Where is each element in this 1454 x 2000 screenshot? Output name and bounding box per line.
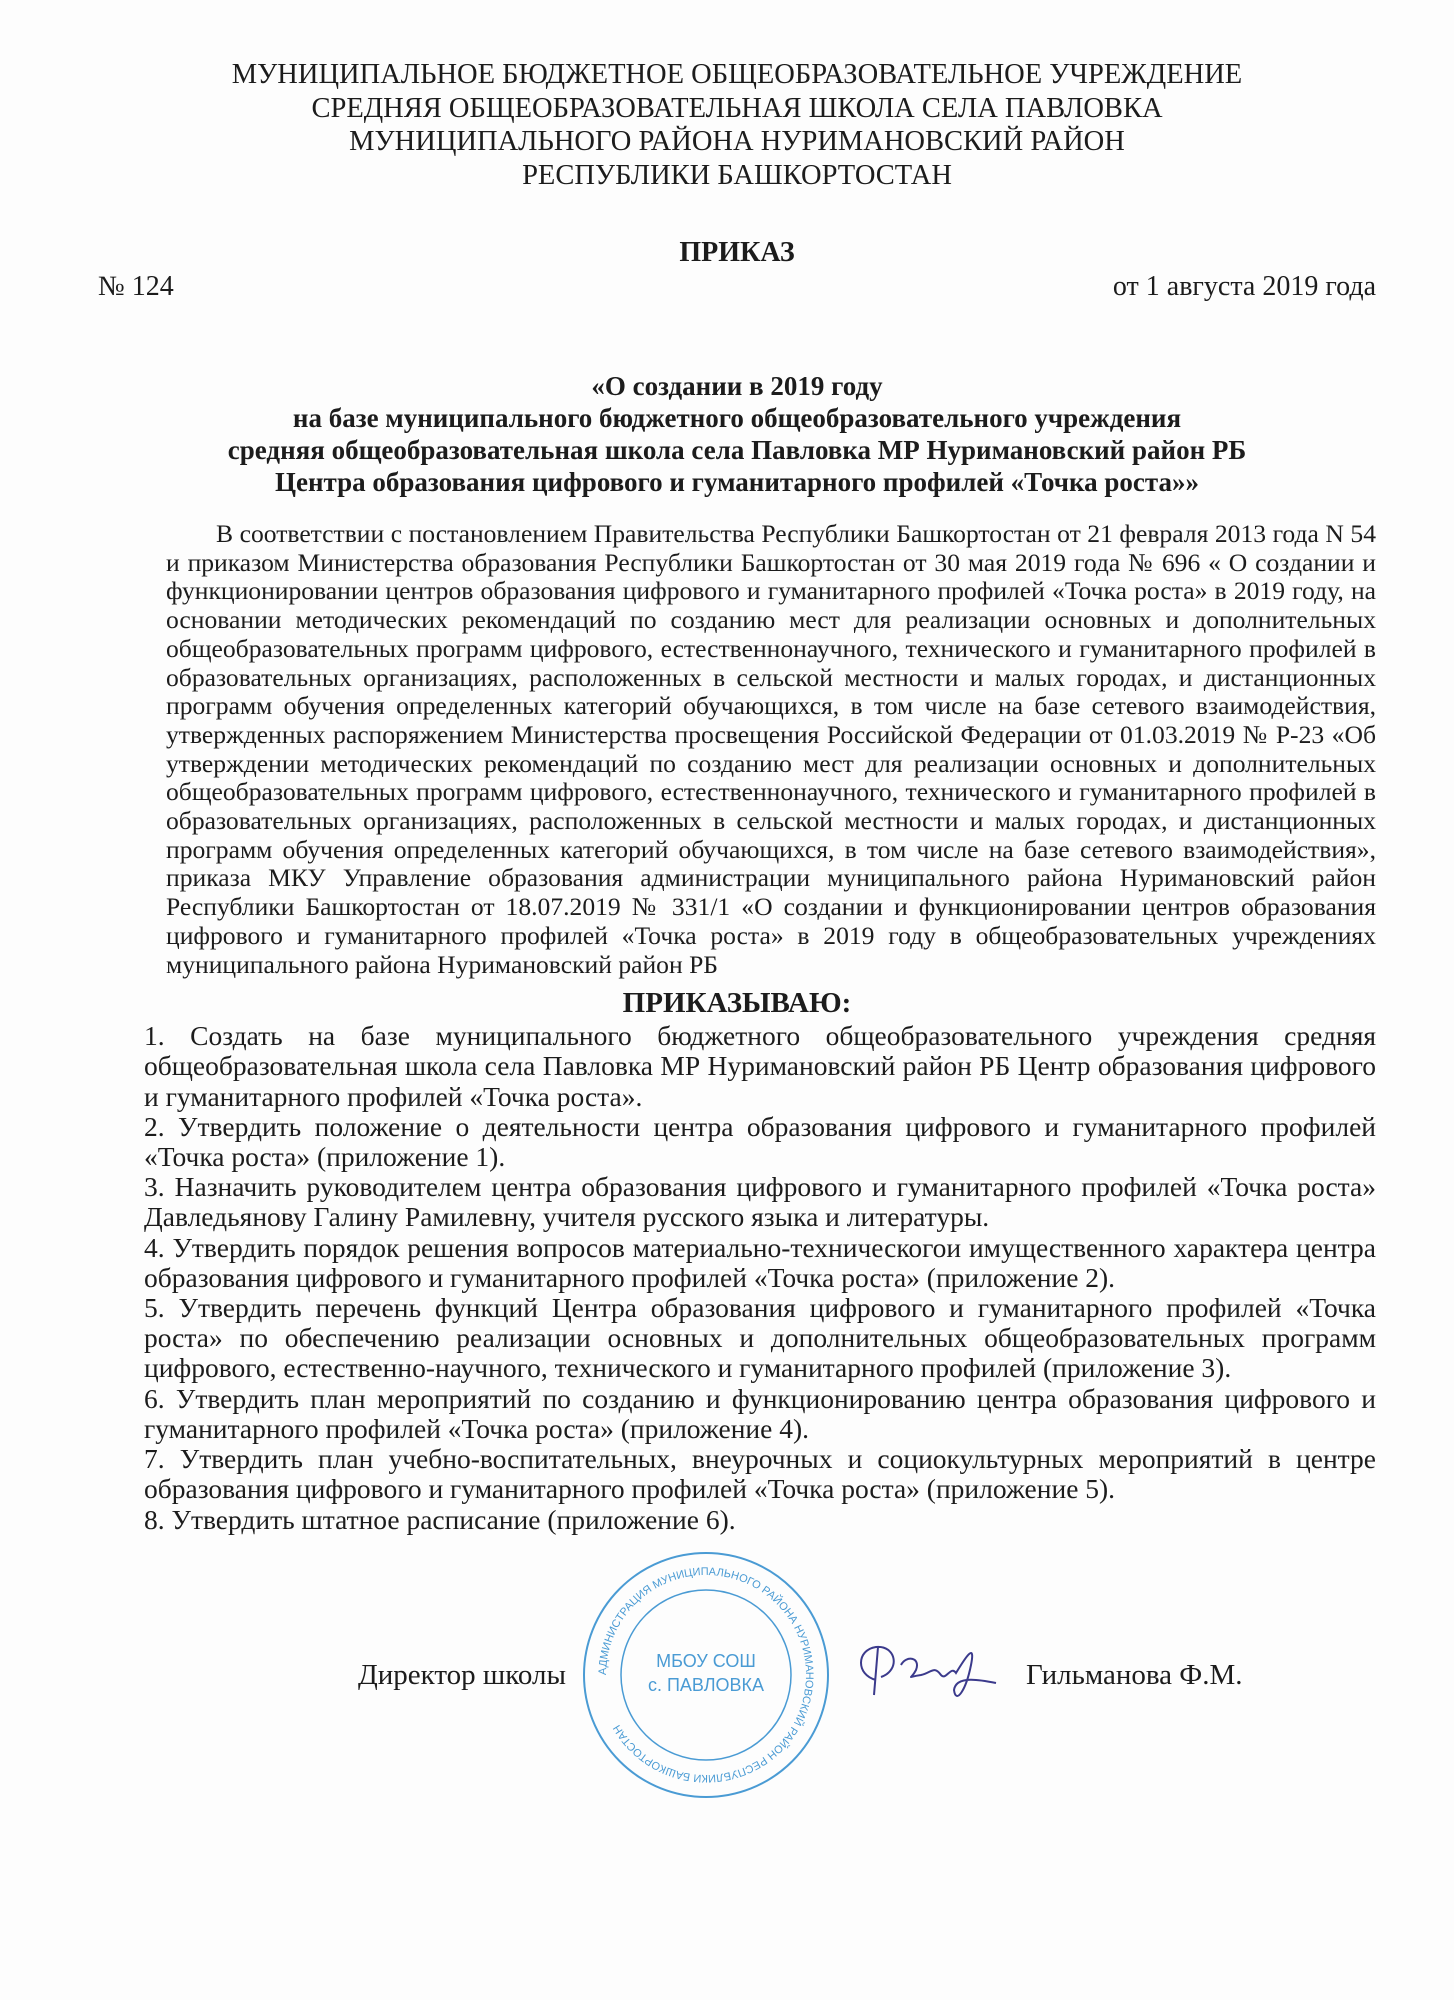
signatory-position: Директор школы — [358, 1658, 566, 1691]
order-item: 2. Утвердить положение о деятельности центра образования цифрового и гуманитарного профилей «Точка роста» (приложение 1). — [144, 1110, 1376, 1173]
document-number: № 124 — [98, 271, 174, 302]
subject-line: на базе муниципального бюджетного общеобразовательного учреждения — [292, 403, 1182, 433]
organization-header — [98, 58, 1376, 192]
order-item: 1. Создать на базе муниципального бюджетного общеобразовательного учреждения средняя общеобразовательная школа села Павловка МР Нуримановский район РБ Центр образования цифрового и гуманитарного профилей «Точка роста». — [144, 1020, 1376, 1112]
order-items — [144, 1021, 1376, 1534]
order-item: 4. Утвердить порядок решения вопросов материально-техническогои имущественного характера центра образования цифрового и гуманитарного профилей «Точка роста» (приложение 2). — [144, 1231, 1376, 1293]
document-title: ПРИКАЗ — [679, 237, 795, 268]
order-item: 3. Назначить руководителем центра образования цифрового и гуманитарного профилей «Точка роста» Давледьянову Галину Рамилевну, учителя русского языка и литературы. — [144, 1171, 1376, 1233]
subject-line: «О создании в 2019 году — [591, 371, 883, 401]
document-date: от 1 августа 2019 года — [1112, 271, 1376, 302]
document-subject — [98, 370, 1376, 498]
signature-row — [358, 1545, 1376, 1805]
subject-line: средняя общеобразовательная школа села Павловка МР Нуримановский район РБ — [227, 435, 1247, 465]
order-item: 8. Утвердить штатное расписание (приложение 6). — [144, 1503, 736, 1535]
number-date-row — [98, 270, 1376, 304]
header-line: МУНИЦИПАЛЬНОЕ БЮДЖЕТНОЕ ОБЩЕОБРАЗОВАТЕЛЬНОЕ УЧРЕЖДЕНИЕ — [231, 59, 1243, 90]
preamble-paragraph: В соответствии с постановлением Правительства Республики Башкортостан от 21 февраля 2013 года N 54 и приказом Министерства образования Республики Башкортостан от 30 мая 2019 года № 696 « О создании и функционировании центров образования цифрового и гуманитарного профилей «Точка роста» в 2019 году, на основании методических рекомендаций по созданию мест для реализации основных и дополнительных общеобразовательных программ цифрового, естественнонаучного, технического и гуманитарного профилей в образовательных организациях, расположенных в сельской местности и малых городах, и дистанционных программ обучения определенных категорий обучающихся, в том числе на базе сетевого взаимодействия, утвержденных распоряжением Министерства просвещения Российской Федерации от 01.03.2019 № Р-23 «Об утверждении методических рекомендаций по созданию мест для реализации основных и дополнительных общеобразовательных программ цифрового, естественнонаучного, технического и гуманитарного профилей в образовательных организациях, расположенных в сельской местности и малых городах, и дистанционных программ обучения определенных категорий обучающихся, в том числе на базе сетевого взаимодействия», приказа МКУ Управление образования администрации муниципального района Нуримановский район Республики Башкортостан от 18.07.2019 № 331/1 «О создании и функционировании центров образования цифрового и гуманитарного профилей «Точка роста» в 2019 году в общеобразовательных учреждениях муниципального района Нуримановский район РБ — [166, 519, 1376, 979]
order-item: 5. Утвердить перечень функций Центра образования цифрового и гуманитарного профилей «Точка роста» по обеспечению реализации основных и дополнительных общеобразовательных программ цифрового, естественно-научного, технического и гуманитарного профилей (приложение 3). — [144, 1292, 1376, 1384]
header-line: МУНИЦИПАЛЬНОГО РАЙОНА НУРИМАНОВСКИЙ РАЙОН — [349, 126, 1125, 157]
order-item: 7. Утвердить план учебно-воспитательных, внеурочных и социокультурных мероприятий в центре образования цифрового и гуманитарного профилей «Точка роста» (приложение 5). — [144, 1443, 1376, 1505]
header-line: СРЕДНЯЯ ОБЩЕОБРАЗОВАТЕЛЬНАЯ ШКОЛА СЕЛА ПАВЛОВКА — [311, 92, 1163, 124]
handwritten-signature — [846, 1635, 1016, 1715]
order-item: 6. Утвердить план мероприятий по созданию и функционированию центра образования цифрового и гуманитарного профилей «Точка роста» (приложение 4). — [144, 1382, 1376, 1444]
signatory-name: Гильманова Ф.М. — [1025, 1658, 1243, 1691]
stamp-center-line: МБОУ СОШ — [656, 1650, 756, 1671]
order-heading: ПРИКАЗЫВАЮ: — [622, 987, 852, 1020]
subject-line: Центра образования цифрового и гуманитарного профилей «Точка роста»» — [275, 467, 1199, 497]
stamp-center-line: с. ПАВЛОВКА — [647, 1674, 764, 1695]
header-line: РЕСПУБЛИКИ БАШКОРТОСТАН — [522, 159, 952, 191]
stamp-ring-text: АДМИНИСТРАЦИЯ МУНИЦИПАЛЬНОГО РАЙОНА НУРИМАНОВСКИЙ РАЙОН РЕСПУБЛИКИ БАШКОРТОСТАН — [596, 1565, 815, 1784]
official-stamp — [576, 1545, 836, 1805]
